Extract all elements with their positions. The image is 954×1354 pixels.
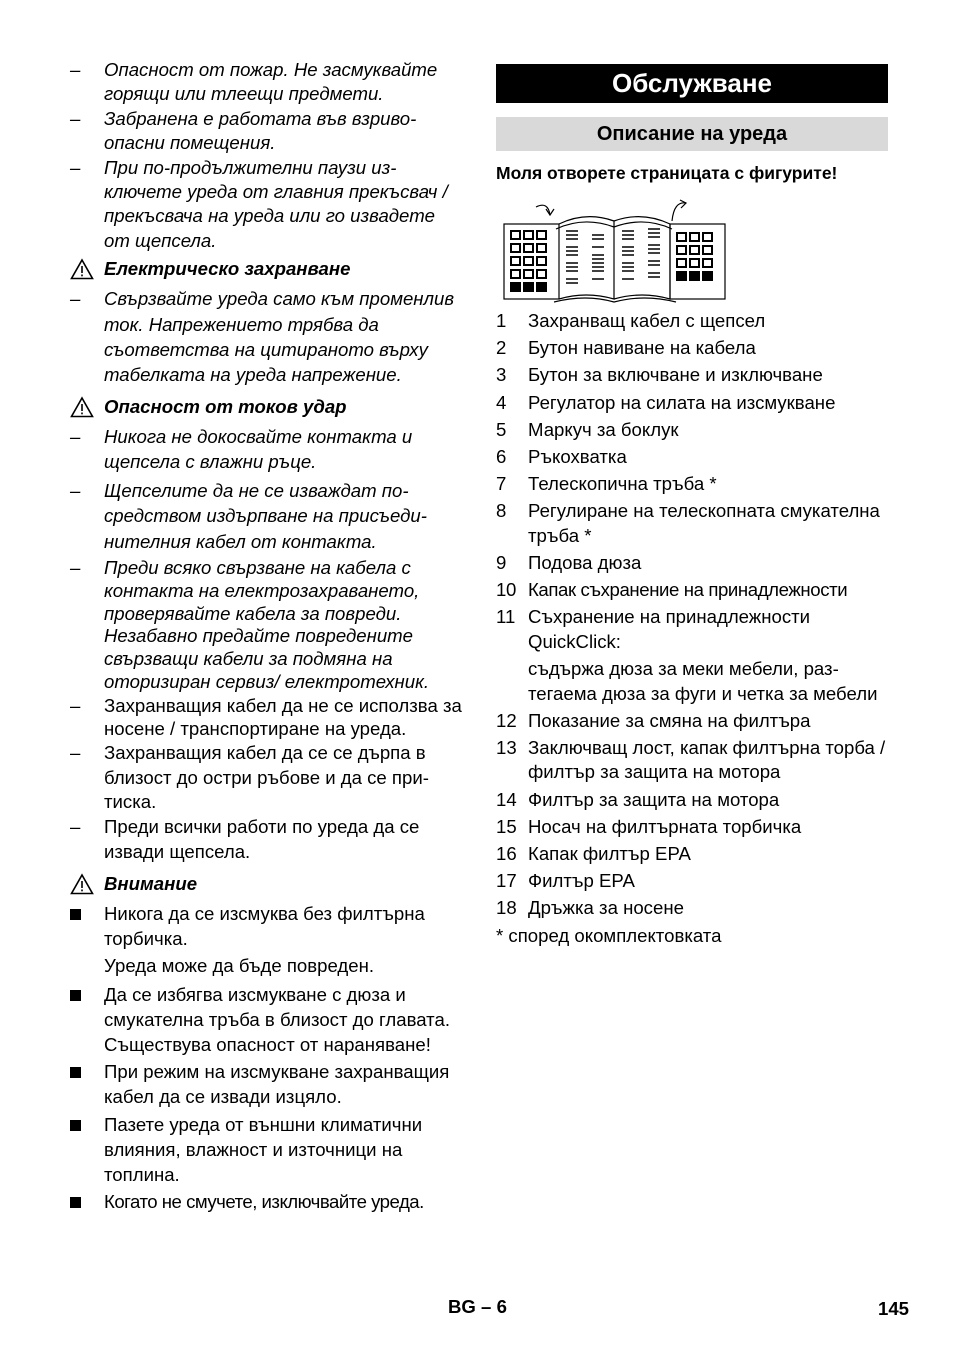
list-item (70, 156, 462, 254)
open-book-icon (496, 199, 736, 304)
list-item (496, 472, 888, 496)
warning-triangle-icon (70, 258, 94, 280)
list-item (70, 982, 462, 1058)
item-label: Захранващ кабел с щепсел (528, 310, 766, 331)
list-item (496, 842, 888, 866)
page-number: 145 (878, 1298, 910, 1319)
item-label: Маркуч за боклук (528, 418, 679, 440)
list-item (496, 551, 888, 575)
list-item (496, 815, 888, 839)
right-column (496, 64, 888, 948)
item-number: 10 (496, 579, 516, 601)
item-number: 8 (496, 500, 507, 522)
warning-triangle-icon (70, 396, 94, 418)
list-item (496, 418, 888, 442)
item-label: Регулатор на силата на изсмукване (528, 391, 836, 413)
item-label: Дръжка за носене (528, 897, 684, 919)
item-label: Регулиране на телескопната смукателна тръба * (528, 500, 880, 546)
item-number: 4 (496, 391, 507, 413)
item-label: Телескопична тръба * (528, 473, 717, 495)
item-number: 9 (496, 552, 507, 574)
item-number: 16 (496, 843, 517, 865)
list-item-text: При по-продължителни паузи изключете уреда от главния прекъсвач / прекъсвача на уреда или го извадете от щепсела. (104, 156, 448, 251)
list-item-continuation: Уреда може да бъде повреден. (104, 955, 375, 977)
warning-label: Опасност от токов удар (104, 395, 347, 417)
item-number: 2 (496, 337, 507, 359)
list-item-text: Опасност от пожар. Не засмуквайте горящи или тлеещи предмети. (104, 59, 438, 105)
list-item-text: Захранващия кабел да не се исползва за носене / транспортиране на уреда. (104, 694, 462, 740)
item-number: 17 (496, 870, 517, 892)
list-item (70, 58, 462, 107)
list-item (70, 741, 462, 815)
list-item (496, 896, 888, 920)
item-label: Капак съхранение на принадлежности (528, 579, 848, 601)
list-item (70, 815, 462, 864)
bullet-square-icon (70, 909, 81, 920)
footnote: * според окомплектовката (496, 924, 722, 946)
list-item (496, 605, 888, 706)
item-label: Подова дюза (528, 552, 642, 574)
list-item (496, 578, 888, 602)
list-item-text: Щепселите да не се изваждат посредством издърпване на присъединителния кабел от контакта. (104, 479, 427, 552)
warning-heading-shock (70, 395, 462, 419)
open-book-illustration (496, 199, 888, 309)
item-number: 3 (496, 364, 507, 386)
warning-heading-electric (70, 257, 462, 281)
list-item (70, 478, 462, 554)
item-label: Съхранение на принадлежности QuickClick: (528, 606, 811, 652)
list-item (496, 445, 888, 469)
bullet-square-icon (70, 990, 81, 1001)
warning-heading-attention (70, 872, 462, 896)
item-label: Бутон навиване на кабела (528, 337, 756, 359)
item-label: Носач на филтърната торбичка (528, 815, 802, 837)
item-number: 5 (496, 418, 507, 440)
list-item (70, 286, 462, 388)
footer-section-label: BG – 6 (448, 1296, 507, 1317)
item-label: Заключващ лост, капак филтърна торба / филтър за защита на мотора (528, 737, 886, 783)
list-item (496, 363, 888, 387)
list-item-text: Да се избягва изсмукване с дюза и смукателна тръба в близост до главата. Съществува опасност от нараняване! (104, 983, 450, 1056)
list-item (70, 107, 462, 156)
item-number: 13 (496, 737, 517, 759)
warning-triangle-icon (70, 873, 94, 895)
list-item (496, 336, 888, 360)
list-item (70, 901, 462, 951)
warning-label: Внимание (104, 873, 198, 895)
list-item (496, 788, 888, 812)
list-item (496, 736, 888, 785)
list-item-text: Забранена е работата във взривоопасни помещения. (104, 107, 417, 154)
subsection-heading: Описание на уреда (496, 117, 888, 151)
list-item (496, 309, 888, 333)
figure-note: Моля отворете страницата с фигурите! (496, 163, 838, 183)
item-number: 15 (496, 815, 517, 837)
list-item (70, 1112, 462, 1188)
list-item-text: Никога да се изсмуква без филтърна торбичка. (104, 903, 425, 950)
item-number: 6 (496, 446, 507, 468)
item-label: Ръкохватка (528, 446, 627, 468)
bullet-square-icon (70, 1197, 81, 1208)
item-label: Показание за смяна на филтъра (528, 709, 811, 731)
list-item (496, 499, 888, 548)
section-heading: Обслужване (496, 64, 888, 103)
list-item (70, 424, 462, 475)
list-item-text: Никога не докосвайте контакта и щепсела с влажни ръце. (104, 425, 413, 473)
list-item (496, 869, 888, 893)
item-number: 12 (496, 709, 517, 731)
list-item-text: Преди всички работи по уреда да се извади щепсела. (104, 816, 420, 862)
item-label: Филтър EPA (528, 870, 635, 892)
item-label: Бутон за включване и изключване (528, 364, 823, 386)
list-item-text: Захранващия кабел да се се дърпа в близост до остри ръбове и да се притиска. (104, 742, 429, 813)
item-number: 11 (496, 606, 516, 628)
list-item (496, 391, 888, 415)
item-number: 14 (496, 788, 517, 810)
item-sublabel: съдържа дюза за меки мебели, разтегаема дюза за фуги и четка за мебели (528, 658, 878, 704)
list-item (496, 709, 888, 733)
list-item-text: Свързвайте уреда само към променлив ток. Напрежението трябва да съответства на цитираното върху табелката на уреда напрежение. (104, 288, 455, 386)
item-number: 18 (496, 897, 517, 919)
warning-label: Електрическо захранване (104, 258, 351, 280)
component-list (496, 309, 888, 921)
list-item (70, 1059, 462, 1109)
list-item-text: Пазете уреда от външни климатични влияния, влажност и източници на топлина. (104, 1113, 423, 1186)
left-column (70, 58, 462, 1214)
list-item-text: Когато не смучете, изключвайте уреда. (104, 1191, 424, 1213)
list-item-text: При режим на изсмукване захранващия кабел да се извади изцяло. (104, 1061, 450, 1108)
list-item (70, 694, 462, 742)
item-number: 7 (496, 473, 507, 495)
item-label: Филтър за защита на мотора (528, 788, 780, 810)
item-number: 1 (496, 310, 507, 331)
list-item (70, 557, 462, 694)
list-item-text: Преди всяко свързване на кабела с контакта на електрозахраването, проверявайте кабела за повреди. Незабавно предайте повредените свързващи кабели за подмяна на оторизиран сервиз/ електротехник. (104, 556, 430, 692)
list-item (70, 1189, 462, 1214)
bullet-square-icon (70, 1120, 81, 1131)
bullet-square-icon (70, 1067, 81, 1078)
item-label: Капак филтър EPA (528, 843, 691, 865)
